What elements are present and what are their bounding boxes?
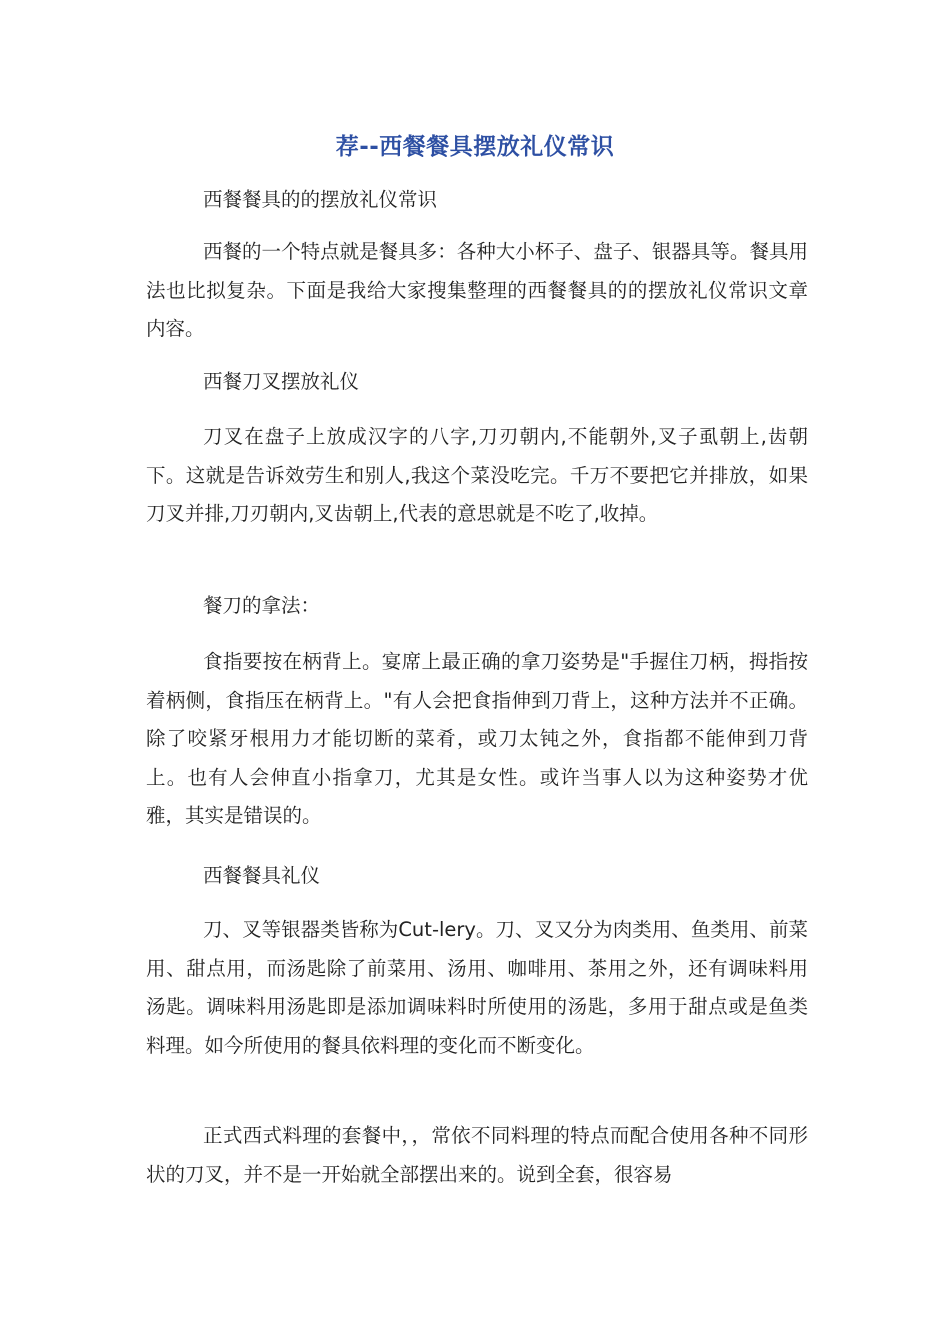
- paragraph-heading-tableware-etiquette: 西餐餐具的的摆放礼仪常识: [203, 188, 438, 211]
- document-title: 荐--西餐餐具摆放礼仪常识: [335, 134, 615, 160]
- paragraph-knife-holding: 食指要按在柄背上。宴席上最正确的拿刀姿势是"手握住刀柄，拇指按着柄侧，食指压在柄背上。"有人会把食指伸到刀背上，这种方法并不正确。除了咬紧牙根用力才能切断的菜肴，或刀太钝之外，食指都不能伸到刀背上。也有人会伸直小指拿刀，尤其是女性。或许当事人以为这种姿势才优雅，其实是错误的。: [146, 650, 808, 827]
- paragraph-knife-fork-placement: 刀叉在盘子上放成汉字的八字,刀刃朝内,不能朝外,叉子虱朝上,齿朝下。这就是告诉效劳生和别人,我这个菜没吃完。千万不要把它并排放，如果刀叉并排,刀刃朝内,叉齿朝上,代表的意思就是不吃了,收掉。: [146, 425, 808, 525]
- paragraph-intro: 西餐的一个特点就是餐具多：各种大小杯子、盘子、银器具等。餐具用法也比拟复杂。下面是我给大家搜集整理的西餐餐具的的摆放礼仪常识文章内容。: [146, 240, 808, 340]
- paragraph-heading-knife-holding: 餐刀的拿法：: [203, 594, 321, 617]
- paragraph-heading-knife-fork: 西餐刀叉摆放礼仪: [203, 370, 360, 393]
- paragraph-formal-course: 正式西式料理的套餐中，，常依不同料理的特点而配合使用各种不同形状的刀叉，并不是一开始就全部摆出来的。说到全套，很容易: [146, 1124, 808, 1186]
- paragraph-cutlery: 刀、叉等银器类皆称为Cut-lery。刀、叉又分为肉类用、鱼类用、前菜用、甜点用，而汤匙除了前菜用、汤用、咖啡用、茶用之外，还有调味料用汤匙。调味料用汤匙即是添加调味料时所使用的汤匙，多用于甜点或是鱼类料理。如今所使用的餐具依料理的变化而不断变化。: [146, 918, 808, 1057]
- paragraph-heading-western-tableware: 西餐餐具礼仪: [203, 864, 321, 887]
